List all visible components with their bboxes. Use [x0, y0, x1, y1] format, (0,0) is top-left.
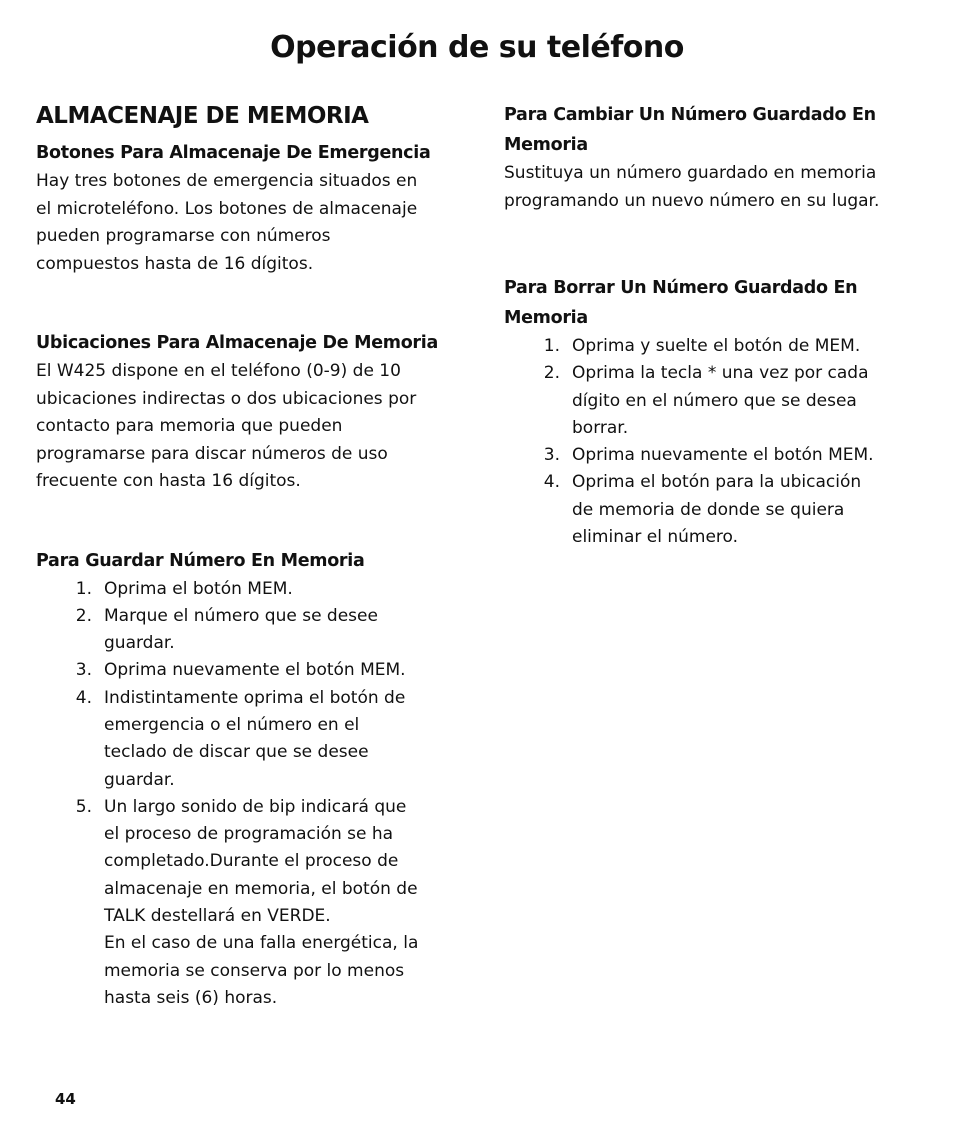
step-number: 3.	[75, 660, 92, 681]
delete-number-steps	[504, 333, 919, 551]
text-line: El W425 dispone en el teléfono (0-9) de 10	[36, 361, 401, 381]
memory-locations-section	[36, 328, 456, 496]
list-item	[504, 442, 919, 469]
text-line: almacenaje en memoria, el botón de	[104, 878, 418, 899]
step-number: 3.	[543, 445, 560, 466]
section-heading-memory-storage: ALMACENAJE DE MEMORIA	[36, 103, 369, 129]
delete-number-heading	[504, 273, 919, 333]
text-line: ubicaciones indirectas o dos ubicaciones por	[36, 388, 417, 409]
text-line: Hay tres botones de emergencia situados en	[36, 171, 418, 191]
text-line: Un largo sonido de bip indicará que	[104, 796, 407, 817]
step-number: 2.	[543, 363, 560, 384]
delete-number-section	[504, 273, 919, 551]
step-text	[104, 685, 456, 794]
text-line: programarse para discar números de uso	[36, 443, 388, 464]
text-line: guardar.	[104, 633, 175, 654]
step-number: 5.	[75, 796, 92, 817]
emergency-buttons-section	[36, 138, 456, 278]
step-number: 1.	[75, 578, 92, 599]
list-item	[36, 794, 456, 1012]
heading-line: Para Borrar Un Número Guardado En	[504, 278, 858, 298]
text-line: de memoria de donde se quiera	[572, 499, 845, 520]
change-number-heading	[504, 100, 919, 160]
text-line: guardar.	[104, 769, 175, 790]
text-line: frecuente con hasta 16 dígitos.	[36, 471, 301, 491]
text-line: Oprima el botón MEM.	[104, 578, 293, 599]
step-text	[104, 657, 456, 684]
step-number: 4.	[75, 687, 92, 708]
list-item	[504, 360, 919, 442]
text-line: Marque el número que se desee	[104, 605, 378, 626]
list-item	[504, 469, 919, 551]
text-line: dígito en el número que se desea	[572, 390, 857, 411]
text-line: Oprima y suelte el botón de MEM.	[572, 336, 861, 356]
step-number: 2.	[75, 605, 92, 626]
page-title: Operación de su teléfono	[270, 30, 684, 65]
memory-locations-heading: Ubicaciones Para Almacenaje De Memoria	[36, 333, 438, 353]
list-item	[36, 685, 456, 794]
text-line: el microteléfono. Los botones de almacenaje	[36, 198, 418, 219]
text-line: emergencia o el número en el	[104, 714, 360, 735]
text-line: En el caso de una falla energética, la	[104, 933, 419, 954]
text-line: borrar.	[572, 417, 629, 438]
heading-line: Memoria	[504, 135, 588, 155]
text-line: pueden programarse con números	[36, 226, 331, 246]
left-column	[36, 100, 456, 1012]
text-line: Oprima el botón para la ubicación	[572, 472, 862, 493]
text-line: Oprima nuevamente el botón MEM.	[572, 445, 874, 466]
memory-locations-text	[36, 358, 456, 496]
save-number-section	[36, 546, 456, 1013]
text-line: TALK destellará en VERDE.	[104, 906, 331, 927]
text-line: compuestos hasta de 16 dígitos.	[36, 253, 314, 274]
text-line: Indistintamente oprima el botón de	[104, 687, 406, 708]
text-line: memoria se conserva por lo menos	[104, 960, 405, 981]
heading-line: Para Cambiar Un Número Guardado En	[504, 105, 876, 125]
heading-line: Memoria	[504, 308, 588, 328]
step-text	[104, 576, 456, 603]
text-line: contacto para memoria que pueden	[36, 416, 343, 436]
right-column	[504, 100, 919, 551]
step-text	[572, 442, 919, 469]
step-text	[104, 603, 456, 658]
step-number: 1.	[543, 336, 560, 356]
text-line: programando un nuevo número en su lugar.	[504, 190, 880, 211]
save-number-steps	[36, 576, 456, 1013]
text-line: Sustituya un número guardado en memoria	[504, 163, 877, 183]
step-text	[104, 794, 456, 1012]
step-text	[572, 333, 919, 360]
text-line: Oprima nuevamente el botón MEM.	[104, 660, 406, 681]
step-text	[572, 360, 919, 442]
page-number: 44	[55, 1090, 76, 1108]
step-text	[572, 469, 919, 551]
text-line: el proceso de programación se ha	[104, 824, 394, 845]
text-line: eliminar el número.	[572, 527, 739, 548]
emergency-buttons-heading: Botones Para Almacenaje De Emergencia	[36, 143, 431, 163]
list-item	[36, 576, 456, 603]
text-line: Oprima la tecla * una vez por cada	[572, 363, 869, 384]
list-item	[36, 603, 456, 658]
text-line: completado.Durante el proceso de	[104, 851, 399, 872]
save-number-heading: Para Guardar Número En Memoria	[36, 550, 365, 571]
list-item	[36, 657, 456, 684]
text-line: hasta seis (6) horas.	[104, 987, 278, 1008]
step-number: 4.	[543, 472, 560, 493]
change-number-section	[504, 100, 919, 215]
list-item	[504, 333, 919, 360]
change-number-text	[504, 160, 919, 215]
emergency-buttons-text	[36, 168, 456, 278]
text-line: teclado de discar que se desee	[104, 742, 369, 763]
